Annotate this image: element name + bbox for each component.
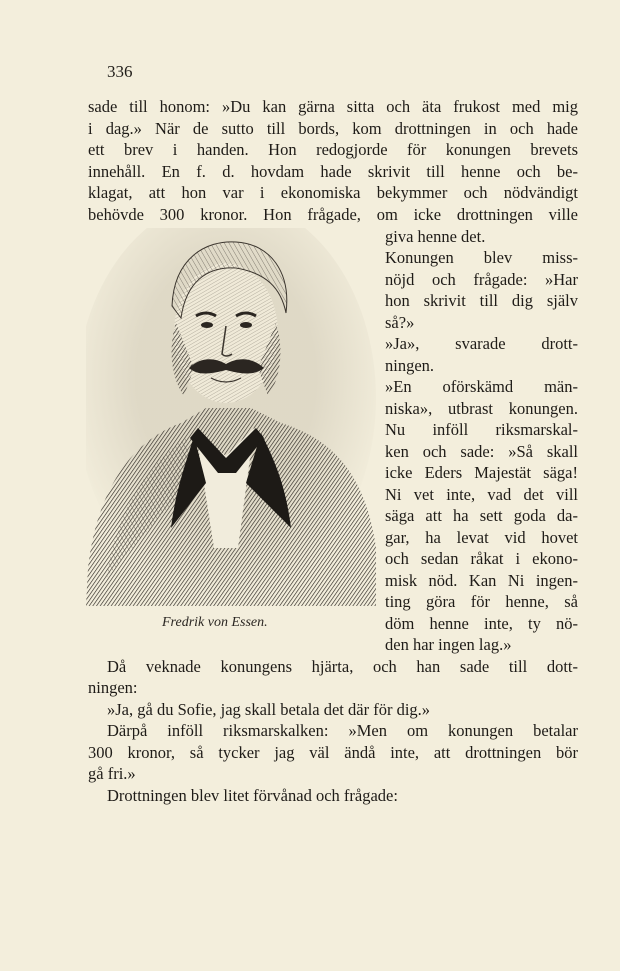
text-line: »Ja», svarade drott- [385,334,578,353]
text-line: döm henne inte, ty nö- [385,614,578,633]
text-line: gar, ha levat vid hovet [385,528,578,547]
text-line: nöjd och frågade: »Har [385,270,578,289]
text-line: Nu inföll riksmarskal- [385,420,578,439]
text-line: ken och sade: »Så skall [385,442,578,461]
text-line: »En oförskämd män- [385,377,578,396]
text-line: giva henne det. [385,227,486,246]
text-line: så?» [385,313,415,332]
text-line: Då veknade konungens hjärta, och han sade till dott- [107,657,578,676]
text-line: gå fri.» [88,764,136,783]
text-line: behövde 300 kronor. Hon frågade, om icke drottningen ville [88,205,578,224]
text-line: »Ja, gå du Sofie, jag skall betala det där för dig.» [107,700,431,719]
text-line: 300 kronor, så tycker jag väl ändå inte, att drottningen bör [88,743,578,762]
text-line: Därpå inföll riksmarskalken: »Men om konungen betalar [107,721,578,740]
text-line: Ni vet inte, vad det vill [385,485,578,504]
text-line: ningen. [385,356,435,375]
text-line: icke Eders Majestät säga! [385,463,578,482]
text-line: klagat, att hon var i ekonomiska bekymmer och nödvändigt [88,183,578,202]
text-line: ningen: [88,678,138,697]
text-line: sade till honom: »Du kan gärna sitta och äta frukost med mig [88,97,578,116]
text-line: ett brev i handen. Hon redogjorde för konungen brevets [88,140,578,159]
text-line: och sedan råkat i ekono- [385,549,578,568]
page-number: 336 [107,62,133,81]
text-line: i dag.» När de sutto till bords, kom drottningen in och hade [88,119,578,138]
text-line: Drottningen blev litet förvånad och frågade: [107,786,398,805]
text-line: ting göra för henne, så [385,592,578,611]
portrait-engraving [86,228,376,606]
text-line: säga att ha sett goda da- [385,506,578,525]
portrait-caption: Fredrik von Essen. [162,615,268,630]
text-line: den har ingen lag.» [385,635,512,654]
text-line: niska», utbrast konungen. [385,399,578,418]
text-line: hon skrivit till dig själv [385,291,578,310]
text-line: Konungen blev miss- [385,248,578,267]
text-line: misk nöd. Kan Ni ingen- [385,571,578,590]
text-line: innehåll. En f. d. hovdam hade skrivit till henne och be- [88,162,578,181]
